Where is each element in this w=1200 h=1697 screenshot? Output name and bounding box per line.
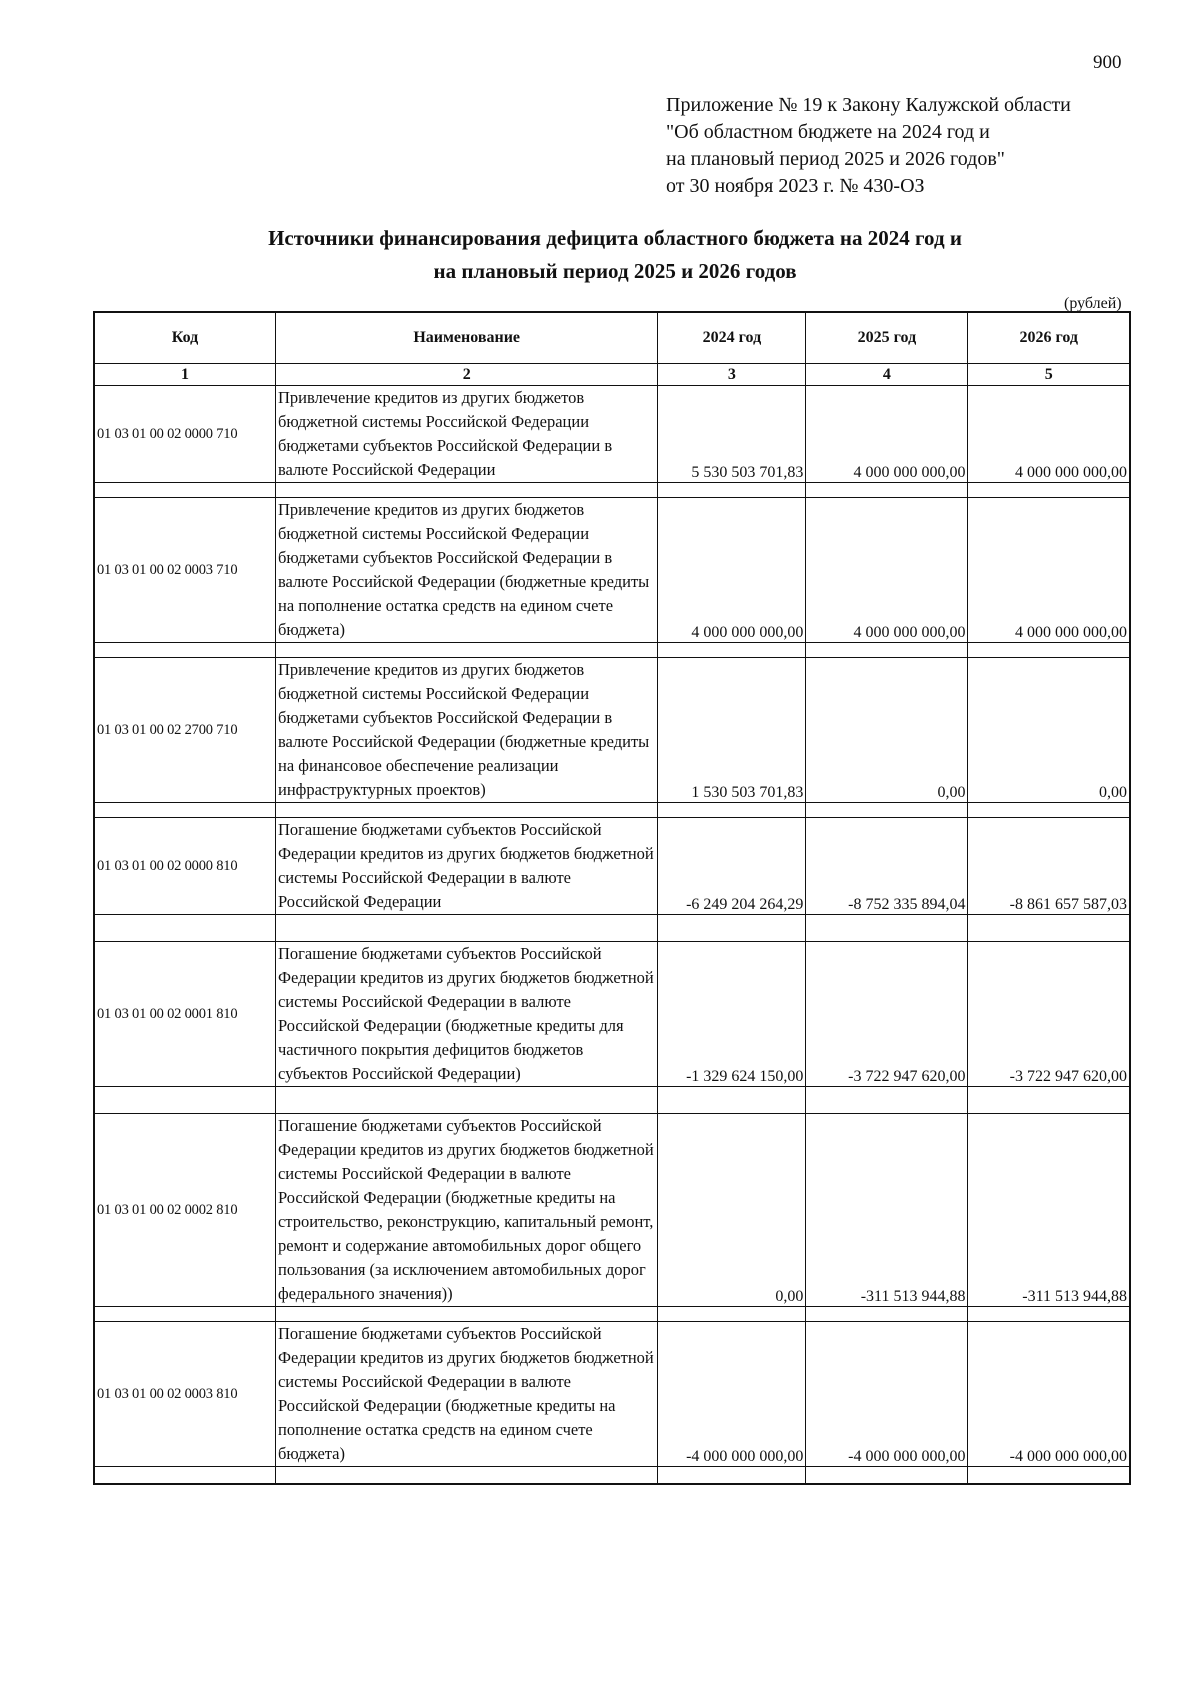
- budget-table: [93, 311, 1131, 1485]
- column-number-row: [94, 364, 1130, 386]
- row-value-2024: -4 000 000 000,00: [658, 1322, 806, 1467]
- row-name: Погашение бюджетами субъектов Российской Федерации кредитов из других бюджетов бюджетной системы Российской Федерации в валюте Российской Федерации (бюджетные кредиты на пополнение остатка средств на едином счете бюджета): [275, 1322, 657, 1467]
- column-number: 3: [658, 364, 806, 386]
- title-line: на плановый период 2025 и 2026 годов: [433, 259, 797, 283]
- row-name: Привлечение кредитов из других бюджетов бюджетной системы Российской Федерации бюджетами субъектов Российской Федерации в валюте Российской Федерации: [275, 386, 657, 483]
- row-value-2024: -1 329 624 150,00: [658, 942, 806, 1087]
- row-value-2026: 4 000 000 000,00: [968, 386, 1130, 483]
- table-header-row: [94, 312, 1130, 364]
- row-value-2025: 4 000 000 000,00: [806, 386, 968, 483]
- row-value-2026: -311 513 944,88: [968, 1114, 1130, 1307]
- row-name: Привлечение кредитов из других бюджетов бюджетной системы Российской Федерации бюджетами субъектов Российской Федерации в валюте Российской Федерации (бюджетные кредиты на финансовое обеспечение реализации инфраструктурных проектов): [275, 658, 657, 803]
- appendix-line: на плановый период 2025 и 2026 годов": [666, 148, 1005, 170]
- spacer-row: [94, 483, 1130, 498]
- table-row: [94, 1322, 1130, 1467]
- column-header: Наименование: [275, 312, 657, 364]
- appendix-line: "Об областном бюджете на 2024 год и: [666, 121, 990, 143]
- table-row: [94, 658, 1130, 803]
- column-header: 2024 год: [658, 312, 806, 364]
- row-value-2025: -8 752 335 894,04: [806, 818, 968, 915]
- spacer-row: [94, 1467, 1130, 1485]
- row-value-2026: -4 000 000 000,00: [968, 1322, 1130, 1467]
- row-value-2025: -311 513 944,88: [806, 1114, 968, 1307]
- table-row: [94, 498, 1130, 643]
- row-name: Погашение бюджетами субъектов Российской Федерации кредитов из других бюджетов бюджетной системы Российской Федерации в валюте Российской Федерации (бюджетные кредиты для частичного покрытия дефицитов бюджетов субъектов Российской Федерации): [275, 942, 657, 1087]
- row-code: 01 03 01 00 02 0003 810: [94, 1322, 275, 1467]
- table-row: [94, 942, 1130, 1087]
- row-value-2024: 1 530 503 701,83: [658, 658, 806, 803]
- row-value-2026: 4 000 000 000,00: [968, 498, 1130, 643]
- row-code: 01 03 01 00 02 0001 810: [94, 942, 275, 1087]
- row-value-2025: -4 000 000 000,00: [806, 1322, 968, 1467]
- row-code: 01 03 01 00 02 0003 710: [94, 498, 275, 643]
- column-header: 2025 год: [806, 312, 968, 364]
- spacer-row: [94, 1087, 1130, 1114]
- units-label: (рублей): [1064, 295, 1122, 312]
- spacer-row: [94, 643, 1130, 658]
- appendix-line: Приложение № 19 к Закону Калужской области: [666, 94, 1071, 116]
- row-value-2026: 0,00: [968, 658, 1130, 803]
- spacer-row: [94, 915, 1130, 942]
- spacer-row: [94, 803, 1130, 818]
- page-number: 900: [1093, 52, 1122, 73]
- row-code: 01 03 01 00 02 2700 710: [94, 658, 275, 803]
- table-row: [94, 386, 1130, 483]
- row-code: 01 03 01 00 02 0000 710: [94, 386, 275, 483]
- title-line: Источники финансирования дефицита областного бюджета на 2024 год и: [268, 226, 962, 250]
- row-value-2026: -8 861 657 587,03: [968, 818, 1130, 915]
- row-code: 01 03 01 00 02 0002 810: [94, 1114, 275, 1307]
- appendix-header: [666, 92, 1071, 200]
- row-value-2024: -6 249 204 264,29: [658, 818, 806, 915]
- row-name: Привлечение кредитов из других бюджетов бюджетной системы Российской Федерации бюджетами субъектов Российской Федерации в валюте Российской Федерации (бюджетные кредиты на пополнение остатка средств на едином счете бюджета): [275, 498, 657, 643]
- row-name: Погашение бюджетами субъектов Российской Федерации кредитов из других бюджетов бюджетной системы Российской Федерации в валюте Российской Федерации (бюджетные кредиты на строительство, реконструкцию, капитальный ремонт, ремонт и содержание автомобильных дорог общего пользования (за исключением автомобильных дорог федерального значения)): [275, 1114, 657, 1307]
- column-number: 2: [275, 364, 657, 386]
- row-value-2025: -3 722 947 620,00: [806, 942, 968, 1087]
- row-name: Погашение бюджетами субъектов Российской Федерации кредитов из других бюджетов бюджетной системы Российской Федерации в валюте Российской Федерации: [275, 818, 657, 915]
- spacer-row: [94, 1307, 1130, 1322]
- row-code: 01 03 01 00 02 0000 810: [94, 818, 275, 915]
- column-header: Код: [94, 312, 275, 364]
- row-value-2024: 0,00: [658, 1114, 806, 1307]
- row-value-2025: 4 000 000 000,00: [806, 498, 968, 643]
- column-header: 2026 год: [968, 312, 1130, 364]
- appendix-line: от 30 ноября 2023 г. № 430-ОЗ: [666, 175, 925, 197]
- column-number: 5: [968, 364, 1130, 386]
- row-value-2024: 5 530 503 701,83: [658, 386, 806, 483]
- table-row: [94, 1114, 1130, 1307]
- column-number: 1: [94, 364, 275, 386]
- column-number: 4: [806, 364, 968, 386]
- row-value-2024: 4 000 000 000,00: [658, 498, 806, 643]
- row-value-2025: 0,00: [806, 658, 968, 803]
- row-value-2026: -3 722 947 620,00: [968, 942, 1130, 1087]
- table-row: [94, 818, 1130, 915]
- document-title: [100, 222, 1130, 288]
